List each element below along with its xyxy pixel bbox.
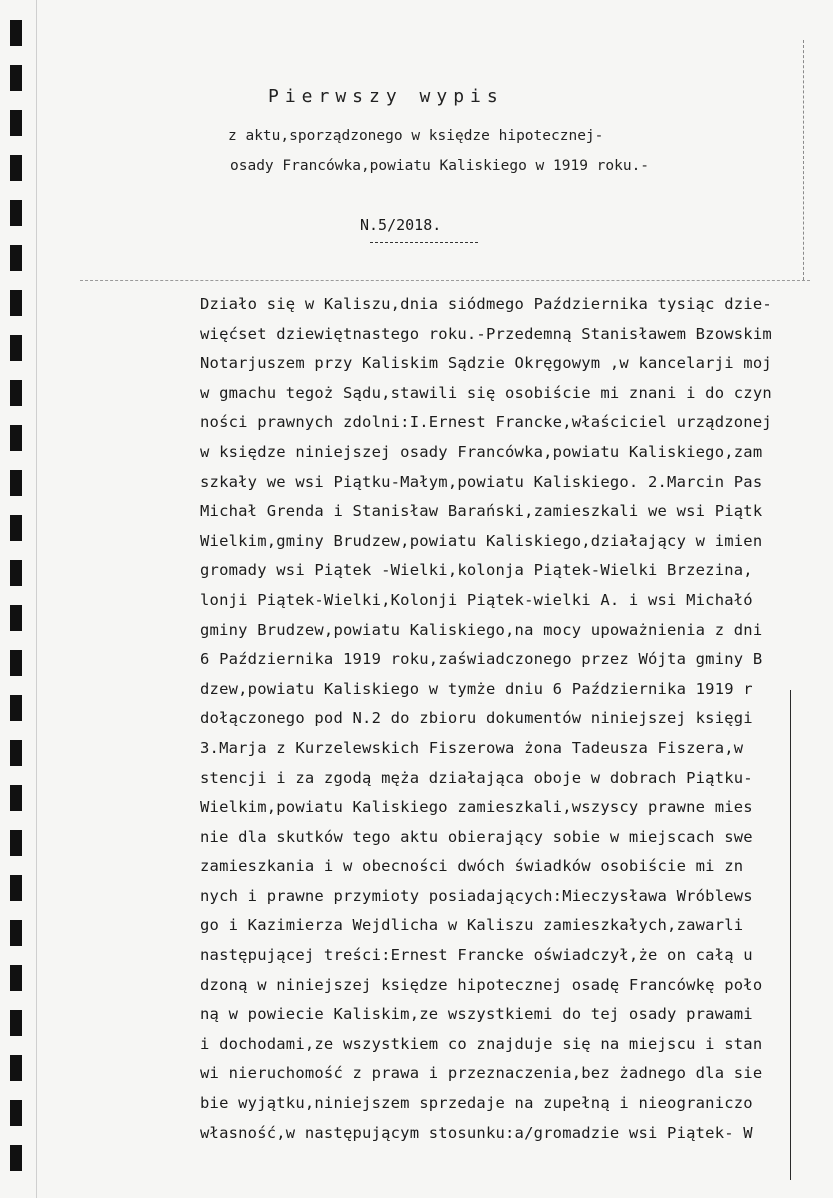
- punch-hole: [10, 110, 22, 136]
- punch-hole: [10, 830, 22, 856]
- margin-line: [36, 0, 37, 1198]
- body-line: zamieszkania i w obecności dwóch świadków osobiście mi zn: [200, 857, 744, 876]
- punch-hole: [10, 245, 22, 271]
- document-subtitle-line-1: z aktu,sporządzonego w księdze hipotecznej-: [228, 128, 604, 144]
- punch-hole: [10, 1055, 22, 1081]
- body-line: go i Kazimierza Wejdlicha w Kaliszu zamieszkałych,zawarli: [200, 916, 744, 935]
- punch-hole: [10, 200, 22, 226]
- body-line: wi nieruchomość z prawa i przeznaczenia,bez żadnego dla sie: [200, 1064, 763, 1083]
- header-separator: [80, 240, 810, 281]
- body-line: w gmachu tegoż Sądu,stawili się osobiście mi znani i do czyn: [200, 383, 772, 402]
- punch-hole: [10, 740, 22, 766]
- margin-rule-right: [790, 690, 791, 1180]
- punch-hole: [10, 1145, 22, 1171]
- body-line: i dochodami,ze wszystkiem co znajduje się na miejscu i stan: [200, 1034, 763, 1053]
- punch-hole: [10, 560, 22, 586]
- reference-underline: [370, 242, 478, 243]
- punch-hole: [10, 1010, 22, 1036]
- body-line: ną w powiecie Kaliskim,ze wszystkiemi do tej osady prawami: [200, 1005, 753, 1024]
- punch-hole: [10, 20, 22, 46]
- body-line: stencji i za zgodą męża działająca oboje w dobrach Piątku-: [200, 768, 753, 787]
- body-line: Wielkim,gminy Brudzew,powiatu Kaliskiego,działający w imien: [200, 531, 763, 550]
- punch-hole: [10, 650, 22, 676]
- body-line: gromady wsi Piątek -Wielki,kolonja Piątek-Wielki Brzezina,: [200, 561, 753, 580]
- punch-hole: [10, 965, 22, 991]
- body-line: bie wyjątku,niniejszem sprzedaje na zupełną i nieograniczo: [200, 1094, 753, 1113]
- body-line: własność,w następującym stosunku:a/gromadzie wsi Piątek- W: [200, 1123, 753, 1142]
- body-line: następującej treści:Ernest Francke oświadczył,że on całą u: [200, 946, 753, 965]
- punch-hole: [10, 155, 22, 181]
- document-reference-number: N.5/2018.: [360, 216, 442, 234]
- body-line: gminy Brudzew,powiatu Kaliskiego,na mocy upoważnienia z dni: [200, 620, 763, 639]
- body-line: Notarjuszem przy Kaliskim Sądzie Okręgowym ,w kancelarji moj: [200, 354, 772, 373]
- body-line: Michał Grenda i Stanisław Barański,zamieszkali we wsi Piątk: [200, 502, 763, 521]
- punch-hole: [10, 1100, 22, 1126]
- body-line: Wielkim,powiatu Kaliskiego zamieszkali,wszyscy prawne mies: [200, 798, 753, 817]
- punch-hole: [10, 875, 22, 901]
- body-line: lonji Piątek-Wielki,Kolonji Piątek-wielki A. i wsi Michałó: [200, 590, 753, 609]
- punch-hole: [10, 695, 22, 721]
- document-body: [200, 290, 800, 1148]
- document-subtitle-line-2: osady Francówka,powiatu Kaliskiego w 1919 roku.-: [230, 158, 650, 174]
- punch-hole: [10, 65, 22, 91]
- body-line: 6 Października 1919 roku,zaświadczonego przez Wójta gminy B: [200, 650, 763, 669]
- body-line: 3.Marja z Kurzelewskich Fiszerowa żona Tadeusza Fiszera,w: [200, 738, 744, 757]
- body-line: dołączonego pod N.2 do zbioru dokumentów niniejszej księgi: [200, 709, 753, 728]
- body-line: nie dla skutków tego aktu obierający sobie w miejscach swe: [200, 827, 753, 846]
- punch-hole: [10, 335, 22, 361]
- punch-hole: [10, 380, 22, 406]
- punch-hole: [10, 515, 22, 541]
- body-line: szkały we wsi Piątku-Małym,powiatu Kaliskiego. 2.Marcin Pas: [200, 472, 763, 491]
- binder-punch-holes: [10, 20, 24, 1190]
- body-line: nych i prawne przymioty posiadających:Mieczysława Wróblews: [200, 886, 753, 905]
- body-line: ności prawnych zdolni:I.Ernest Francke,właściciel urządzonej: [200, 413, 772, 432]
- body-line: dzoną w niniejszej księdze hipotecznej osadę Francówkę poło: [200, 975, 763, 994]
- punch-hole: [10, 605, 22, 631]
- body-line: więćset dziewiętnastego roku.-Przedemną Stanisławem Bzowskim: [200, 324, 772, 343]
- punch-hole: [10, 290, 22, 316]
- body-line: Działo się w Kaliszu,dnia siódmego Października tysiąc dzie-: [200, 295, 772, 313]
- punch-hole: [10, 470, 22, 496]
- body-line: dzew,powiatu Kaliskiego w tymże dniu 6 Października 1919 r: [200, 679, 753, 698]
- document-title: Pierwszy wypis: [268, 86, 504, 107]
- punch-hole: [10, 785, 22, 811]
- body-line: w księdze niniejszej osady Francówka,powiatu Kaliskiego,zam: [200, 442, 763, 461]
- punch-hole: [10, 920, 22, 946]
- punch-hole: [10, 425, 22, 451]
